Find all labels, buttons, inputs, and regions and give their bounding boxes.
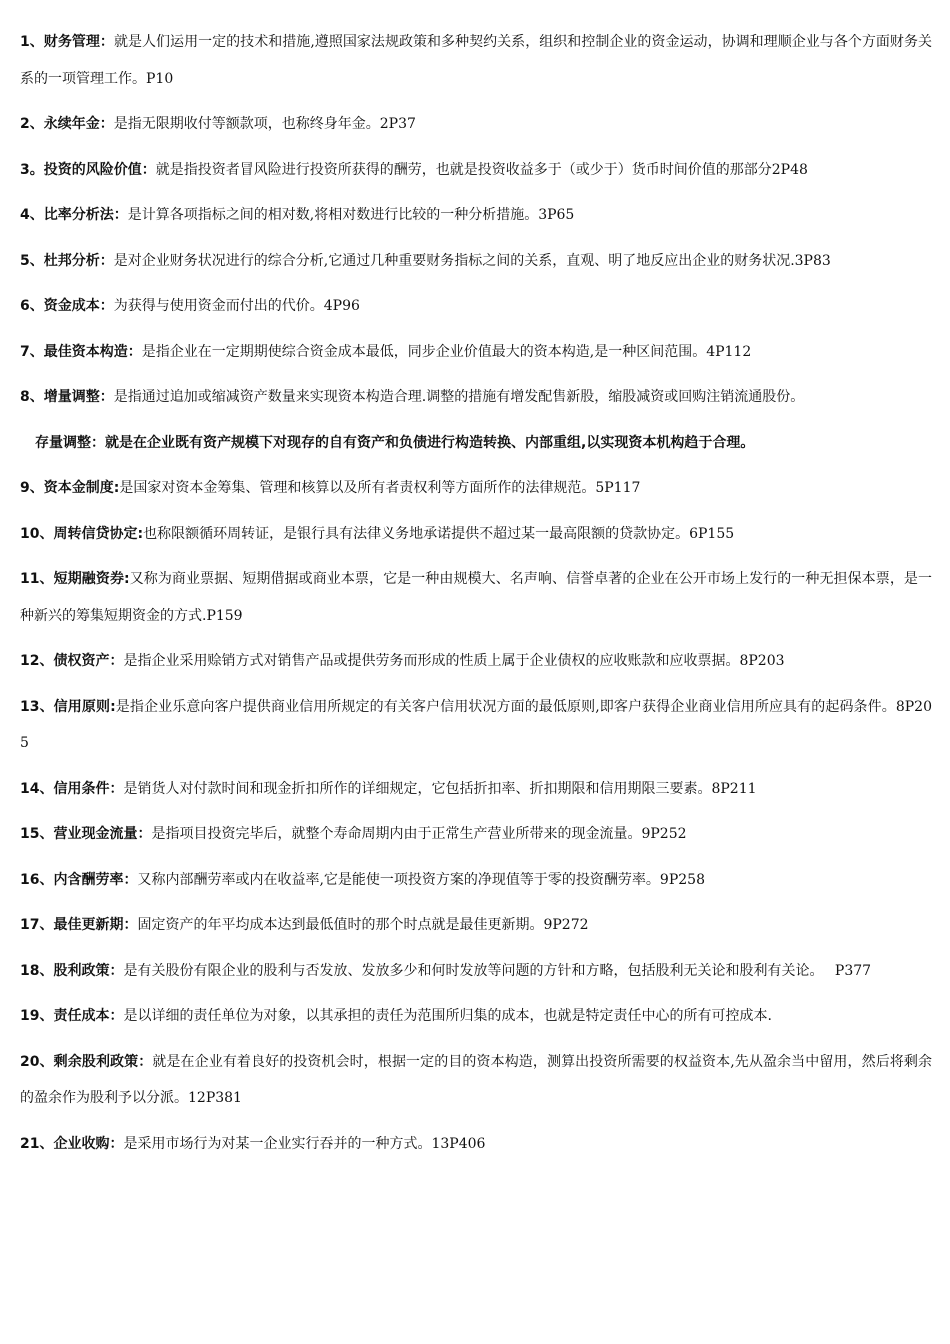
definition-term: 16、内含酬劳率： [20, 871, 138, 888]
definition-body: 又称为商业票据、短期借据或商业本票，它是一种由规模大、名声响、信誉卓著的企业在公开市场上发行的一种无担保本票，是一种新兴的筹集短期资金的方式.P159 [20, 571, 932, 624]
definition-entry [20, 998, 932, 1035]
definition-entry [20, 288, 932, 325]
definition-body: 是国家对资本金筹集、管理和核算以及所有者责权利等方面所作的法律规范。5P117 [119, 480, 641, 496]
definition-term: 5、杜邦分析： [20, 252, 114, 269]
definition-entry [20, 561, 932, 634]
definition-term: 19、责任成本： [20, 1008, 124, 1024]
definition-term: 7、最佳资本构造： [20, 343, 142, 360]
definition-body: 是指无限期收付等额款项，也称终身年金。2P37 [113, 116, 416, 132]
definition-body: 又称内部酬劳率或内在收益率,它是能使一项投资方案的净现值等于零的投资酬劳率。9P258 [137, 871, 705, 888]
definition-body: 就是人们运用一定的技术和措施,遵照国家法规政策和多种契约关系，组织和控制企业的资金运动，协调和理顺企业与各个方面财务关系的一项管理工作。P10 [20, 34, 932, 87]
definition-body: 是指企业在一定期期使综合资金成本最低，同步企业价值最大的资本构造,是一种区间范围。4P112 [141, 343, 752, 360]
definition-term: 4、比率分析法： [20, 207, 128, 223]
definition-body: 是指项目投资完毕后，就整个寿命周期内由于正常生产营业所带来的现金流量。9P252 [151, 826, 687, 842]
definition-entry [20, 197, 932, 234]
definition-term: 17、最佳更新期： [20, 917, 138, 933]
definition-entry [20, 1044, 932, 1117]
definition-term: 9、资本金制度: [20, 480, 120, 496]
definition-entry [20, 106, 932, 143]
definition-term: 21、企业收购： [20, 1135, 124, 1152]
definition-term: 8、增量调整： [20, 389, 114, 405]
definition-body: 是销货人对付款时间和现金折扣所作的详细规定，它包括折扣率、折扣期限和信用期限三要素。8P211 [123, 780, 757, 797]
definition-entry [20, 643, 932, 680]
definition-term: 2、永续年金： [20, 116, 114, 132]
definition-body: 是指通过追加或缩减资产数量来实现资本构造合理.调整的措施有增发配售新股，缩股减资或回购注销流通股份。 [113, 389, 805, 405]
definition-entry [20, 152, 932, 189]
definition-entry [20, 907, 932, 944]
definition-entry [20, 470, 932, 507]
definition-body: 固定资产的年平均成本达到最低值时的那个时点就是最佳更新期。9P272 [137, 917, 589, 933]
stock-adjustment-note: 存量调整：就是在企业既有资产规模下对现存的自有资产和负债进行构造转换、内部重组,以实现资本机构趋于合理。 [35, 434, 755, 451]
definition-entry [20, 689, 932, 762]
definition-body: 就是指投资者冒风险进行投资所获得的酬劳，也就是投资收益多于（或少于）货币时间价值的那部分2P48 [155, 161, 808, 178]
definition-term: 11、短期融资券: [20, 571, 130, 587]
definition-entry [20, 516, 932, 553]
definition-term: 18、股利政策： [20, 962, 124, 979]
definition-body: 是指企业采用赊销方式对销售产品或提供劳务而形成的性质上属于企业债权的应收账款和应收票据。8P203 [123, 653, 785, 669]
definition-entry [20, 816, 932, 853]
definition-term: 13、信用原则: [20, 698, 116, 715]
definition-term: 3。投资的风险价值： [20, 161, 156, 178]
definition-term: 14、信用条件： [20, 780, 124, 797]
definition-entry [20, 24, 932, 97]
definition-entry [20, 862, 932, 899]
definition-entry [20, 334, 932, 371]
definition-term: 20、剩余股利政策： [20, 1053, 153, 1070]
definition-body: 也称限额循环周转证，是银行具有法律义务地承诺提供不超过某一最高限额的贷款协定。6P155 [143, 525, 735, 542]
definition-term: 6、资金成本： [20, 298, 114, 314]
definition-entry [20, 953, 932, 990]
definition-entry [20, 243, 932, 280]
document-page [20, 24, 932, 1171]
definition-body: 是有关股份有限企业的股利与否发放、发放多少和何时发放等问题的方针和方略，包括股利无关论和股利有关论。 P377 [123, 962, 872, 979]
definition-body: 是指企业乐意向客户提供商业信用所规定的有关客户信用状况方面的最低原则,即客户获得企业商业信用所应具有的起码条件。8P205 [20, 698, 932, 751]
definition-term: 12、债权资产： [20, 653, 124, 669]
definition-term: 10、周转信贷协定: [20, 525, 144, 542]
definition-body: 是对企业财务状况进行的综合分析,它通过几种重要财务指标之间的关系，直观、明了地反应出企业的财务状况.3P83 [113, 252, 831, 269]
definition-body: 是以详细的责任单位为对象，以其承担的责任为范围所归集的成本，也就是特定责任中心的所有可控成本. [123, 1008, 772, 1024]
definition-body: 是采用市场行为对某一企业实行吞并的一种方式。13P406 [123, 1135, 486, 1152]
definition-entry [20, 771, 932, 808]
definition-body: 就是在企业有着良好的投资机会时，根据一定的目的资本构造，测算出投资所需要的权益资本,先从盈余当中留用，然后将剩余的盈余作为股利予以分派。12P381 [20, 1053, 933, 1106]
definition-entry [20, 1126, 932, 1163]
definition-term: 15、营业现金流量： [20, 826, 152, 842]
definition-term: 1、财务管理： [20, 34, 114, 50]
definition-entry [20, 379, 932, 416]
definition-body: 是计算各项指标之间的相对数,将相对数进行比较的一种分析措施。3P65 [127, 207, 575, 223]
definition-body: 为获得与使用资金而付出的代价。4P96 [113, 298, 360, 314]
